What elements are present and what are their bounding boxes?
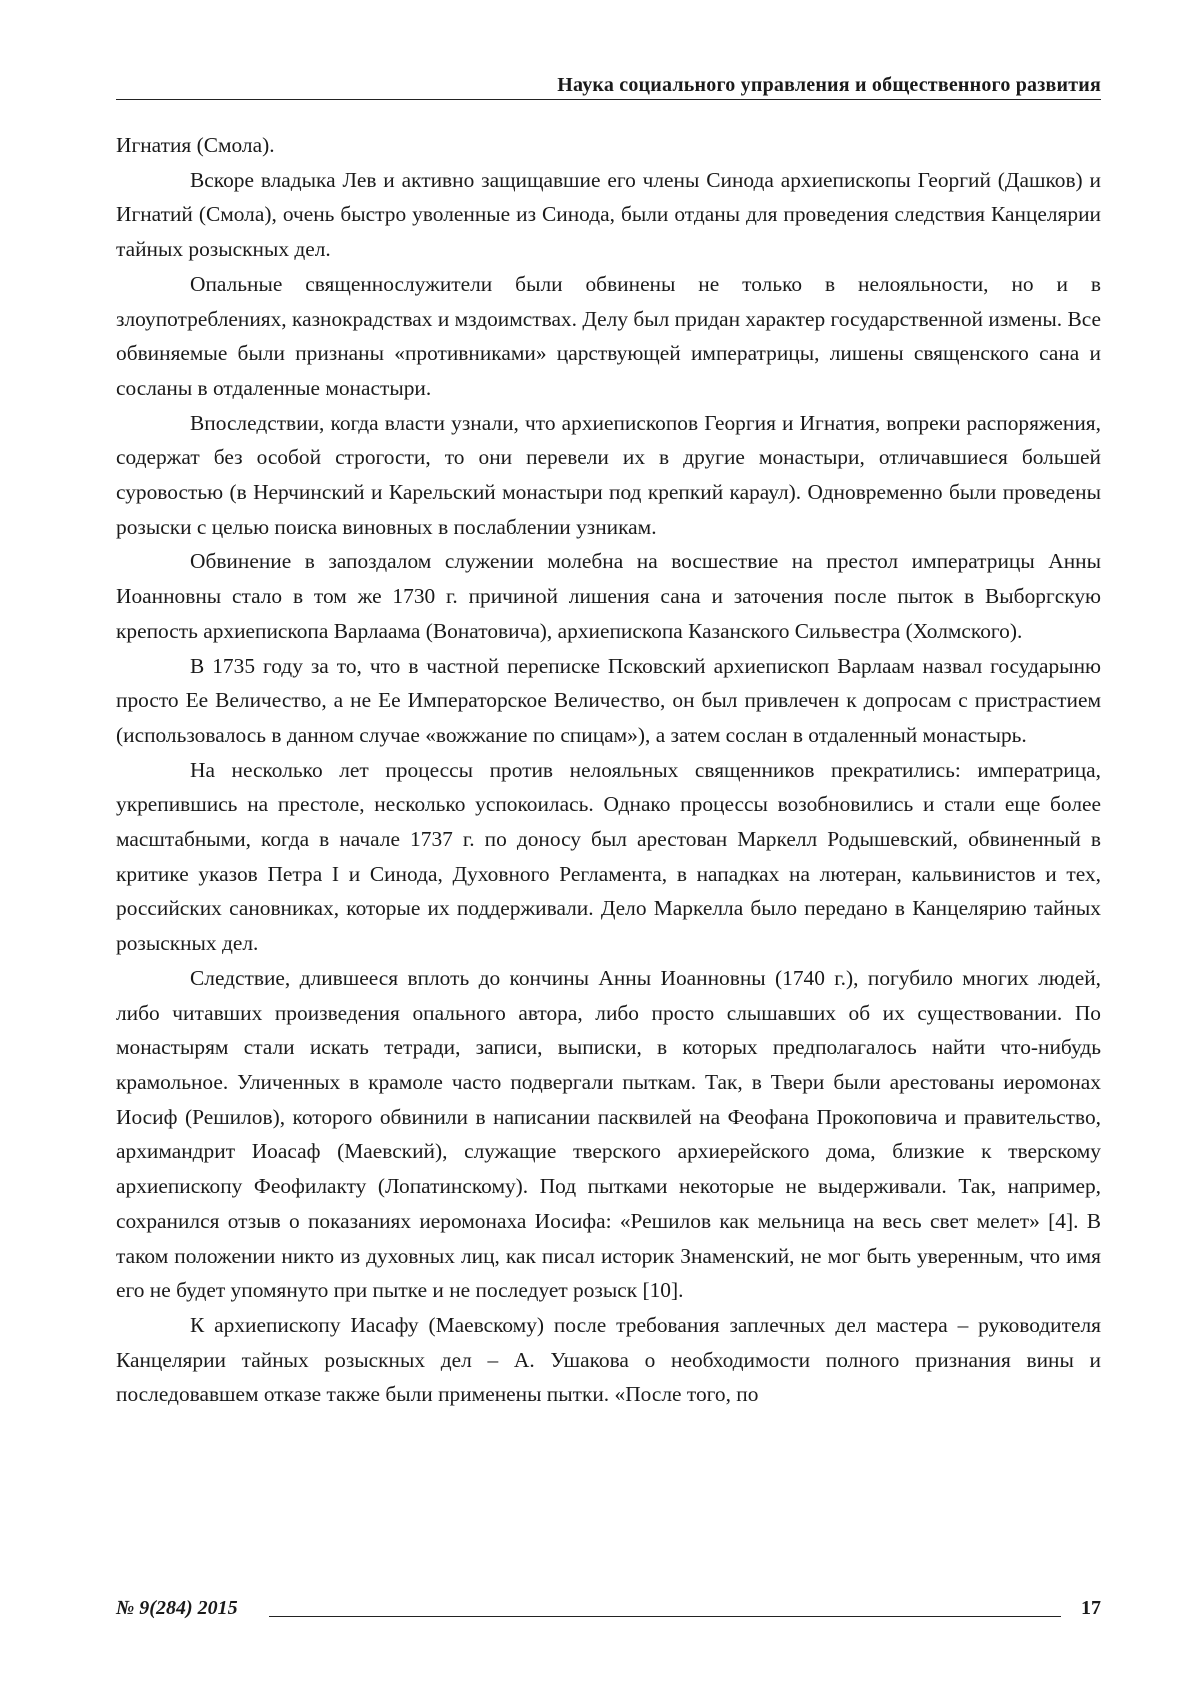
issue-number: № 9(284) 2015 <box>116 1597 238 1620</box>
journal-title: Наука социального управления и общественного развития <box>557 74 1101 97</box>
header-rule <box>116 99 1101 100</box>
paragraph: К архиепископу Иасафу (Маевскому) после требования заплечных дел мастера – руководителя Канцелярии тайных розыскных дел – А. Ушакова о необходимости полного признания вины и последовавшем отказе также были применены пытки. «После того, по <box>116 1308 1101 1412</box>
paragraph: Игнатия (Смола). <box>116 128 1101 163</box>
article-body <box>116 128 1101 1412</box>
page-number: 17 <box>1081 1597 1101 1620</box>
document-page <box>0 0 1200 1698</box>
paragraph: На несколько лет процессы против нелояльных священников прекратились: императрица, укрепившись на престоле, несколько успокоилась. Однако процессы возобновились и стали еще более масштабными, когда в начале 1737 г. по доносу был арестован Маркелл Родышевский, обвиненный в критике указов Петра I и Синода, Духовного Регламента, в нападках на лютеран, кальвинистов и тех, российских сановниках, которые их поддерживали. Дело Маркелла было передано в Канцелярию тайных розыскных дел. <box>116 753 1101 961</box>
paragraph: Следствие, длившееся вплоть до кончины Анны Иоанновны (1740 г.), погубило многих людей, либо читавших произведения опального автора, либо просто слышавших об их существовании. По монастырям стали искать тетради, записи, выписки, в которых предполагалось найти что-нибудь крамольное. Уличенных в крамоле часто подвергали пыткам. Так, в Твери были арестованы иеромонах Иосиф (Решилов), которого обвинили в написании пасквилей на Феофана Прокоповича и правительство, архимандрит Иоасаф (Маевский), служащие тверского архиерейского дома, близкие к тверскому архиепископу Феофилакту (Лопатинскому). Под пытками некоторые не выдерживали. Так, например, сохранился отзыв о показаниях иеромонаха Иосифа: «Решилов как мельница на весь свет мелет» [4]. В таком положении никто из духовных лиц, как писал историк Знаменский, не мог быть уверенным, что имя его не будет упомянуто при пытке и не последует розыск [10]. <box>116 961 1101 1308</box>
paragraph: Впоследствии, когда власти узнали, что архиепископов Георгия и Игнатия, вопреки распоряжения, содержат без особой строгости, то они перевели их в другие монастыри, отличавшиеся большей суровостью (в Нерчинский и Карельский монастыри под крепкий караул). Одновременно были проведены розыски с целью поиска виновных в послаблении узникам. <box>116 406 1101 545</box>
paragraph: Опальные священнослужители были обвинены не только в нелояльности, но и в злоупотреблениях, казнокрадствах и мздоимствах. Делу был придан характер государственной измены. Все обвиняемые были признаны «противниками» царствующей императрицы, лишены священского сана и сосланы в отдаленные монастыри. <box>116 267 1101 406</box>
paragraph: Обвинение в запоздалом служении молебна на восшествие на престол императрицы Анны Иоанновны стало в том же 1730 г. причиной лишения сана и заточения после пыток в Выборгскую крепость архиепископа Варлаама (Вонатовича), архиепископа Казанского Сильвестра (Холмского). <box>116 544 1101 648</box>
paragraph: В 1735 году за то, что в частной переписке Псковский архиепископ Варлаам назвал государыню просто Ее Величество, а не Ее Императорское Величество, он был привлечен к допросам с пристрастием (использовалось в данном случае «вожжание по спицам»), а затем сослан в отдаленный монастырь. <box>116 649 1101 753</box>
running-footer <box>116 1597 1101 1625</box>
paragraph: Вскоре владыка Лев и активно защищавшие его члены Синода архиепископы Георгий (Дашков) и Игнатий (Смола), очень быстро уволенные из Синода, были отданы для проведения следствия Канцелярии тайных розыскных дел. <box>116 163 1101 267</box>
footer-rule <box>269 1616 1061 1617</box>
running-header <box>116 70 1101 100</box>
